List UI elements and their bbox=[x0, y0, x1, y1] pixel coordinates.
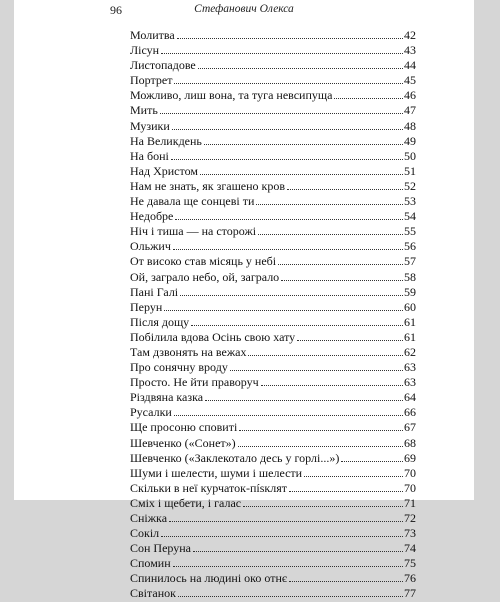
toc-entry-page: 47 bbox=[404, 103, 416, 118]
toc-entry bbox=[130, 149, 416, 164]
toc-entry bbox=[130, 103, 416, 118]
toc-entry-page: 75 bbox=[404, 556, 416, 571]
toc-entry-title: Ой, заграло небо, ой, заграло bbox=[130, 269, 280, 284]
toc-entry-title: Ще просоню сповиті bbox=[130, 420, 238, 435]
toc-entry-page: 64 bbox=[404, 390, 416, 405]
toc-entry-page: 61 bbox=[404, 314, 416, 329]
dot-leader bbox=[174, 415, 403, 416]
dot-leader bbox=[289, 581, 403, 582]
toc-entry bbox=[130, 420, 416, 435]
toc-entry-page: 53 bbox=[404, 194, 416, 209]
toc-entry-page: 60 bbox=[404, 299, 416, 314]
dot-leader bbox=[287, 189, 403, 190]
toc-entry bbox=[130, 451, 416, 466]
toc-entry-title: Скільки в неї курчаток-пísклят bbox=[130, 480, 287, 495]
page-number: 96 bbox=[110, 3, 122, 17]
toc-entry bbox=[130, 556, 416, 571]
toc-entry-title: Шевченко («Сонет») bbox=[130, 435, 236, 450]
toc-entry-page: 67 bbox=[404, 420, 416, 435]
toc-entry-title: Молитва bbox=[130, 28, 175, 42]
toc-entry-title: Сміх і щебети, і галас bbox=[130, 495, 242, 510]
dot-leader bbox=[248, 355, 403, 356]
toc-entry-title: Ніч і тиша — на сторожі bbox=[130, 224, 257, 239]
toc-entry-page: 66 bbox=[404, 405, 416, 420]
toc-entry-title: Можливо, лиш вона, та туга невсипуща bbox=[130, 88, 333, 103]
toc-entry bbox=[130, 481, 416, 496]
toc-entry-title: Портрет bbox=[130, 73, 173, 88]
toc-entry bbox=[130, 88, 416, 103]
dot-leader bbox=[289, 491, 403, 492]
toc-entry-page: 63 bbox=[404, 360, 416, 375]
toc-entry-page: 71 bbox=[404, 495, 416, 510]
dot-leader bbox=[341, 461, 403, 462]
toc-entry bbox=[130, 270, 416, 285]
toc-entry-title: Після дощу bbox=[130, 314, 190, 329]
toc-entry bbox=[130, 436, 416, 451]
dot-leader bbox=[205, 400, 403, 401]
toc-entry-title: Просто. Не йти праворуч bbox=[130, 375, 259, 390]
toc-entry-title: Музики bbox=[130, 118, 170, 133]
toc-entry-page: 50 bbox=[404, 148, 416, 163]
toc-entry-title: Сокіл bbox=[130, 526, 160, 541]
toc-entry bbox=[130, 164, 416, 179]
toc-entry-page: 76 bbox=[404, 571, 416, 586]
dot-leader bbox=[204, 144, 403, 145]
toc-entry-page: 68 bbox=[404, 435, 416, 450]
toc-entry bbox=[130, 405, 416, 420]
toc-entry bbox=[130, 28, 416, 43]
toc-entry-page: 77 bbox=[404, 586, 416, 601]
dot-leader bbox=[161, 536, 403, 537]
toc-entry-page: 52 bbox=[404, 178, 416, 193]
toc-entry-page: 54 bbox=[404, 209, 416, 224]
dot-leader bbox=[160, 113, 403, 114]
toc-entry-page: 57 bbox=[404, 254, 416, 269]
toc-entry-title: Перун bbox=[130, 299, 163, 314]
toc-entry bbox=[130, 134, 416, 149]
toc-entry-page: 51 bbox=[404, 163, 416, 178]
toc-entry bbox=[130, 466, 416, 481]
dot-leader bbox=[243, 506, 403, 507]
toc-entry bbox=[130, 496, 416, 511]
toc-entry-page: 62 bbox=[404, 344, 416, 359]
toc-entry-title: Шуми і шелести, шуми і шелести bbox=[130, 465, 303, 480]
toc-entry bbox=[130, 224, 416, 239]
toc-entry-page: 48 bbox=[404, 118, 416, 133]
toc-entry-page: 43 bbox=[404, 43, 416, 58]
toc-entry-title: На боні bbox=[130, 148, 169, 163]
dot-leader bbox=[261, 385, 403, 386]
dot-leader bbox=[164, 310, 403, 311]
toc-entry-title: От високо став місяць у небі bbox=[130, 254, 277, 269]
toc-entry-title: Різдвяна казка bbox=[130, 390, 204, 405]
toc-entry-title: Русалки bbox=[130, 405, 172, 420]
dot-leader bbox=[200, 174, 403, 175]
toc-entry-title: Сон Перуна bbox=[130, 541, 192, 556]
toc-entry bbox=[130, 194, 416, 209]
toc-entry-title: Ольжич bbox=[130, 239, 171, 254]
running-title: Стефанович Олекса bbox=[194, 3, 294, 15]
dot-leader bbox=[172, 129, 403, 130]
toc-entry-title: Нам не знать, як згашено кров bbox=[130, 178, 286, 193]
toc-entry-title: На Великдень bbox=[130, 133, 202, 148]
toc-entry-page: 59 bbox=[404, 284, 416, 299]
toc-entry bbox=[130, 345, 416, 360]
dot-leader bbox=[230, 370, 403, 371]
toc-entry bbox=[130, 375, 416, 390]
dot-leader bbox=[175, 219, 403, 220]
toc-entry bbox=[130, 571, 416, 586]
toc-entry bbox=[130, 239, 416, 254]
toc-entry-page: 61 bbox=[404, 329, 416, 344]
toc-entry-page: 63 bbox=[404, 375, 416, 390]
toc-entry bbox=[130, 511, 416, 526]
toc-entry-page: 42 bbox=[404, 28, 416, 42]
toc-entry-page: 46 bbox=[404, 88, 416, 103]
toc-entry bbox=[130, 285, 416, 300]
toc-entry-title: Світанок bbox=[130, 586, 176, 601]
toc-entry-page: 70 bbox=[404, 480, 416, 495]
toc-entry-page: 72 bbox=[404, 511, 416, 525]
toc-entry-page: 44 bbox=[404, 58, 416, 73]
dot-leader bbox=[304, 476, 403, 477]
toc-entry bbox=[130, 179, 416, 194]
dot-leader bbox=[281, 280, 403, 281]
book-page bbox=[14, 0, 474, 601]
dot-leader bbox=[180, 295, 403, 296]
toc-entry-title: Пані Галі bbox=[130, 284, 179, 299]
dot-leader bbox=[174, 83, 403, 84]
table-of-contents bbox=[130, 28, 416, 602]
dot-leader bbox=[193, 551, 403, 552]
toc-entry-title: Недобре bbox=[130, 209, 174, 224]
dot-leader bbox=[239, 430, 403, 431]
toc-entry-page: 73 bbox=[404, 526, 416, 541]
toc-entry-title: Спинилось на людині око отнє bbox=[130, 571, 288, 586]
dot-leader bbox=[278, 264, 403, 265]
dot-leader bbox=[169, 521, 403, 522]
toc-entry-title: Спомин bbox=[130, 556, 171, 571]
toc-entry-title: Там дзвонять на вежах bbox=[130, 344, 247, 359]
dot-leader bbox=[334, 98, 403, 99]
toc-entry-title: Сніжка bbox=[130, 511, 168, 525]
toc-entry bbox=[130, 315, 416, 330]
dot-leader bbox=[297, 340, 403, 341]
toc-entry bbox=[130, 390, 416, 405]
dot-leader bbox=[177, 38, 403, 39]
toc-entry bbox=[130, 586, 416, 601]
toc-entry-title: Побілила вдова Осінь свою хату bbox=[130, 329, 296, 344]
toc-entry-title: Про сонячну вроду bbox=[130, 360, 228, 375]
toc-entry-page: 70 bbox=[404, 465, 416, 480]
toc-entry-page: 74 bbox=[404, 541, 416, 556]
toc-entry-page: 55 bbox=[404, 224, 416, 239]
toc-entry-title: Не давала ще сонцеві ти bbox=[130, 194, 255, 209]
toc-entry bbox=[130, 330, 416, 345]
toc-entry bbox=[130, 360, 416, 375]
toc-entry bbox=[130, 209, 416, 224]
toc-entry bbox=[130, 300, 416, 315]
dot-leader bbox=[161, 53, 403, 54]
toc-entry bbox=[130, 541, 416, 556]
dot-leader bbox=[191, 325, 403, 326]
toc-entry bbox=[130, 119, 416, 134]
toc-entry-title: Мить bbox=[130, 103, 158, 118]
dot-leader bbox=[173, 249, 403, 250]
dot-leader bbox=[171, 159, 403, 160]
toc-entry bbox=[130, 526, 416, 541]
dot-leader bbox=[173, 566, 403, 567]
dot-leader bbox=[258, 234, 403, 235]
toc-entry bbox=[130, 43, 416, 58]
toc-entry bbox=[130, 73, 416, 88]
toc-entry-page: 45 bbox=[404, 73, 416, 88]
dot-leader bbox=[178, 596, 403, 597]
toc-entry-page: 69 bbox=[404, 450, 416, 465]
dot-leader bbox=[238, 446, 403, 447]
toc-entry-title: Листопадове bbox=[130, 58, 196, 73]
dot-leader bbox=[256, 204, 403, 205]
toc-entry-title: Шевченко («Заклекотало десь у горлі...») bbox=[130, 450, 340, 465]
toc-entry bbox=[130, 254, 416, 269]
toc-entry bbox=[130, 58, 416, 73]
toc-entry-page: 56 bbox=[404, 239, 416, 254]
toc-entry-title: Лісун bbox=[130, 43, 160, 58]
toc-entry-page: 49 bbox=[404, 133, 416, 148]
toc-entry-title: Над Христом bbox=[130, 163, 198, 178]
toc-entry-page: 58 bbox=[404, 269, 416, 284]
dot-leader bbox=[198, 68, 403, 69]
